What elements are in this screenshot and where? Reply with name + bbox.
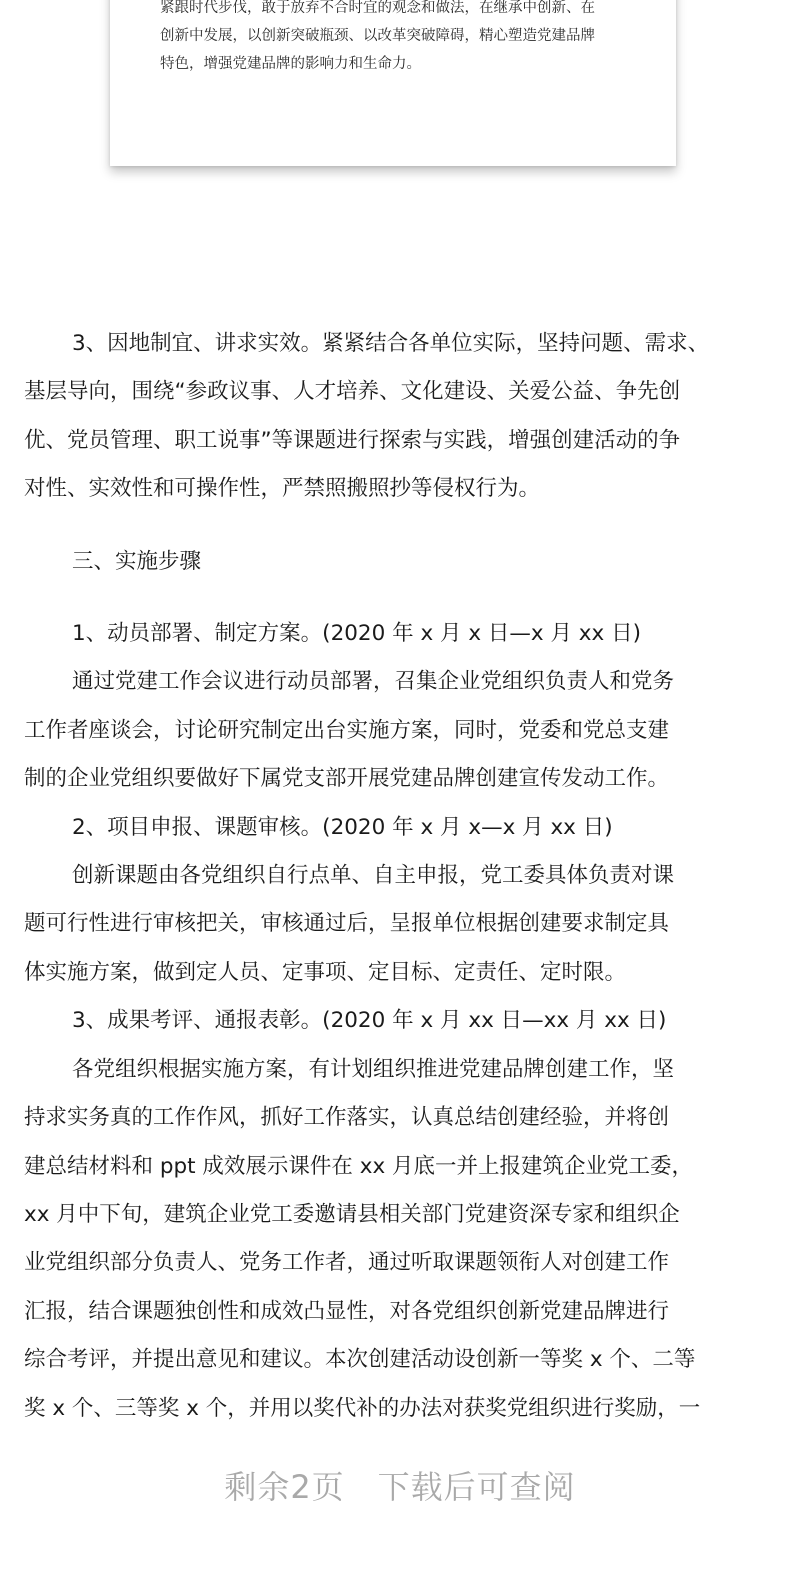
step-3 xyxy=(24,997,776,1433)
text-line: 基层导向，围绕“参政议事、人才培养、文化建设、关爱公益、争先创 xyxy=(24,379,681,405)
text-line: 体实施方案，做到定人员、定事项、定目标、定责任、定时限。 xyxy=(24,959,627,985)
text-line: 工作者座谈会，讨论研究制定出台实施方案，同时，党委和党总支建 xyxy=(24,717,670,743)
preview-card xyxy=(110,0,676,166)
document-body xyxy=(24,320,776,1433)
text-line: 优、党员管理、职工说事”等课题进行探索与实践，增强创建活动的争 xyxy=(24,427,681,453)
text-line: 创新课题由各党组织自行点单、自主申报，党工委具体负责对课 xyxy=(72,863,675,889)
text-line: 制的企业党组织要做好下属党支部开展党建品牌创建宣传发动工作。 xyxy=(24,766,670,792)
step-title: 1、动员部署、制定方案。(2020 年 x 月 x 日—x 月 xx 日) xyxy=(72,621,641,647)
text-line: 业党组织部分负责人、党务工作者，通过听取课题领衔人对创建工作 xyxy=(24,1250,670,1276)
spacer xyxy=(24,514,776,538)
text-line: 通过党建工作会议进行动员部署，召集企业党组织负责人和党务 xyxy=(72,669,675,695)
preview-line: 特色，增强党建品牌的影响力和生命力。 xyxy=(160,56,421,72)
spacer xyxy=(24,586,776,610)
text-line: 建总结材料和 ppt 成效展示课件在 xx 月底一并上报建筑企业党工委， xyxy=(24,1153,694,1179)
paragraph-adapt-to-local xyxy=(24,320,776,514)
text-line: 3、因地制宜、讲求实效。紧紧结合各单位实际，坚持问题、需求、 xyxy=(72,331,710,356)
text-line: 汇报，结合课题独创性和成效凸显性，对各党组织创新党建品牌进行 xyxy=(24,1298,670,1324)
text-line: 持求实务真的工作作风，抓好工作落实，认真总结创建经验，并将创 xyxy=(24,1105,670,1131)
step-title: 2、项目申报、课题审核。(2020 年 x 月 x—x 月 xx 日) xyxy=(72,814,613,840)
text-line: 各党组织根据实施方案，有计划组织推进党建品牌创建工作，坚 xyxy=(72,1056,675,1082)
step-1 xyxy=(24,610,776,804)
text-line: 综合考评，并提出意见和建议。本次创建活动设创新一等奖 x 个、二等 xyxy=(24,1347,696,1373)
step-title: 3、成果考评、通报表彰。(2020 年 x 月 xx 日—xx 月 xx 日) xyxy=(72,1008,667,1034)
section-heading-text: 三、实施步骤 xyxy=(72,548,202,574)
text-line: xx 月中下旬，建筑企业党工委邀请县相关部门党建资深专家和组织企 xyxy=(24,1201,680,1227)
section-heading xyxy=(24,538,776,586)
remaining-pages-notice[interactable]: 剩余2页 下载后可查阅 xyxy=(224,1468,576,1506)
text-line: 对性、实效性和可操作性，严禁照搬照抄等侵权行为。 xyxy=(24,476,541,502)
text-line: 奖 x 个、三等奖 x 个，并用以奖代补的办法对获奖党组织进行奖励，一 xyxy=(24,1395,701,1421)
step-2 xyxy=(24,804,776,998)
preview-line: 创新中发展，以创新突破瓶颈、以改革突破障碍，精心塑造党建品牌 xyxy=(160,28,595,44)
text-line: 题可行性进行审核把关，审核通过后，呈报单位根据创建要求制定具 xyxy=(24,911,670,937)
preview-line: 紧跟时代步伐，敢于放弃不合时宜的观念和做法，在继承中创新、在 xyxy=(160,0,595,16)
